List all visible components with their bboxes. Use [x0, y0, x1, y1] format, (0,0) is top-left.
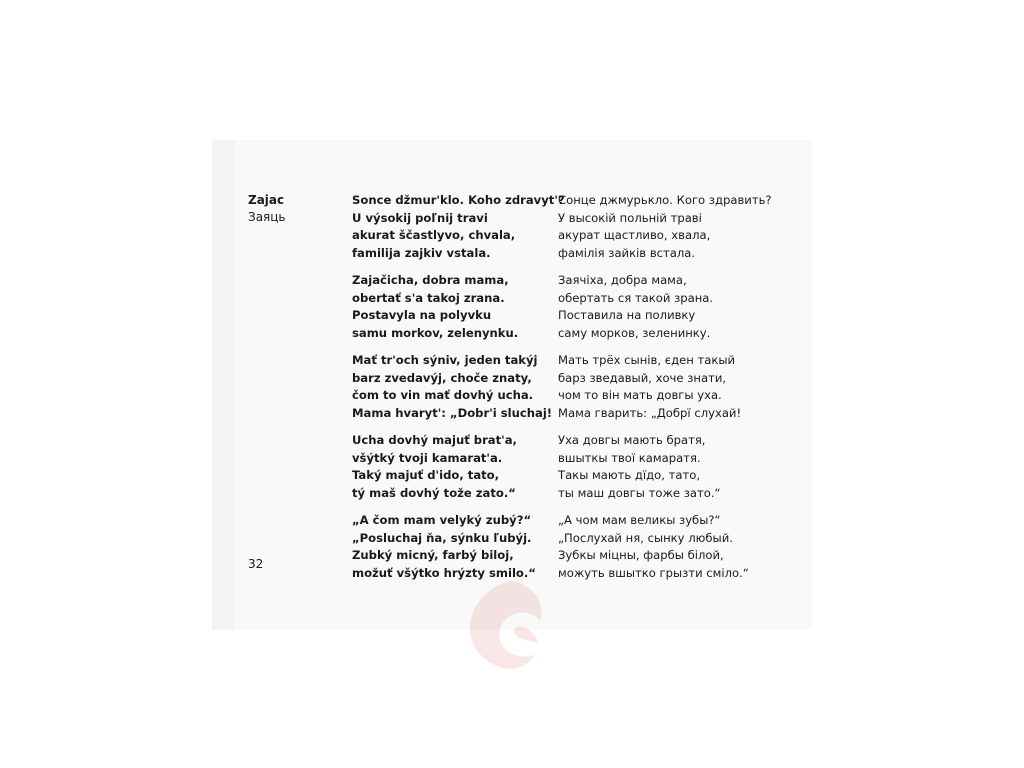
stanza-latin	[352, 192, 565, 262]
stanza-cyrillic	[558, 432, 798, 502]
verse-line: akurat ščastlyvo, chvala,	[352, 228, 516, 242]
verse-line: Уха довгы мають братя,	[558, 433, 706, 447]
stanza-cyrillic	[558, 192, 798, 262]
verse-line: všýtký tvoji kamarat'a.	[352, 450, 503, 465]
verse-line: „Posluchaj ňa, sýnku ľubýj.	[352, 530, 532, 545]
verse-line: чом то він мать довгы уха.	[558, 388, 722, 402]
verse-line: samu morkov, zelenynku.	[352, 325, 519, 340]
stanza-cyrillic	[558, 272, 798, 342]
verse-line: ты маш довгы тоже зато.“	[558, 485, 721, 500]
stanza-latin	[352, 432, 552, 502]
stanza-latin	[352, 352, 552, 422]
poem-title	[248, 192, 286, 226]
verse-line: барз зведавый, хоче знати,	[558, 370, 727, 385]
verse-line: „A čom mam velyký zubý?“	[352, 513, 532, 527]
verse-line: вшыткы твої камаратя.	[558, 450, 701, 465]
verse-line: Зубкы міцны, фарбы білой,	[558, 548, 724, 562]
verse-line: Такы мають дїдо, тато,	[558, 468, 701, 482]
page-number: 32	[248, 557, 264, 571]
verse-line: barz zvedavýj, choče znaty,	[352, 370, 532, 385]
verse-line: U výsokij poľnij travi	[352, 210, 488, 225]
watermark-logo-icon	[460, 575, 560, 675]
page-edge	[212, 140, 234, 630]
verse-line: „Послухай ня, сынку любый.	[558, 530, 733, 545]
verse-line: акурат щастливо, хвала,	[558, 228, 711, 242]
verse-line: Мама гварить: „Добрї слухай!	[558, 405, 742, 420]
verse-line: Мать трёх сынів, єден такый	[558, 353, 736, 367]
stanza-latin	[352, 272, 552, 342]
stanza-cyrillic	[558, 512, 798, 582]
verse-line: Zubký micný, farbý biloj,	[352, 548, 514, 562]
verse-line: Postavyla na polyvku	[352, 308, 492, 322]
verse-line: обертать ся такой зрана.	[558, 290, 714, 305]
verse-line: саму морков, зеленинку.	[558, 325, 711, 340]
verse-line: možuť všýtko hrýzty smilo.“	[352, 565, 536, 580]
verse-line: можуть вшыткo грызти сміло.“	[558, 565, 749, 580]
verse-line: Sonce džmur'klo. Koho zdravyt'?	[352, 193, 565, 207]
stanza-latin	[352, 512, 552, 582]
verse-line: Заячіха, добра мама,	[558, 273, 687, 287]
poem-latin-column	[352, 192, 565, 592]
verse-line: Mať tr'och sýniv, jeden takýj	[352, 353, 538, 367]
verse-line: фамілія зайків встала.	[558, 245, 696, 260]
poem-title-cyrillic: Заяць	[248, 210, 286, 224]
verse-line: obertať s'a takoj zrana.	[352, 290, 505, 305]
poem-title-latin: Zajac	[248, 193, 285, 207]
stanza-cyrillic	[558, 352, 798, 422]
verse-line: familija zajkiv vstala.	[352, 245, 491, 260]
verse-line: Mama hvaryt': „Dobr'i sluchaj!	[352, 405, 553, 420]
verse-line: Сонце джмурькло. Кого здравить?	[558, 193, 772, 207]
verse-line: tý maš dovhý tože zato.“	[352, 485, 516, 500]
verse-line: čom to vin mať dovhý ucha.	[352, 388, 534, 402]
verse-line: Ucha dovhý majuť brat'a,	[352, 433, 517, 447]
verse-line: Taký majuť d'ido, tato,	[352, 468, 500, 482]
verse-line: У высокій польній траві	[558, 210, 702, 225]
poem-cyrillic-column	[558, 192, 798, 592]
verse-line: Поставила на поливку	[558, 308, 696, 322]
verse-line: „А чом мам великы зубы?“	[558, 513, 721, 527]
verse-line: Zajačicha, dobra mama,	[352, 273, 509, 287]
